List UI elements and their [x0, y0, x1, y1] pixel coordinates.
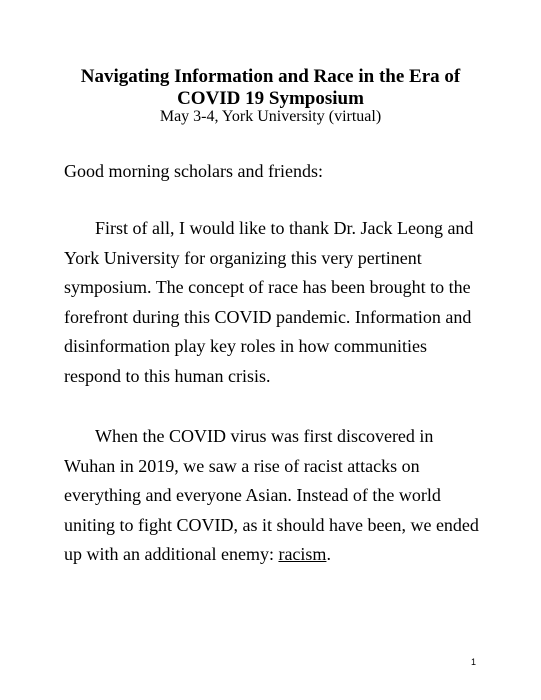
paragraph-2-line: When the COVID virus was first discovered in: [95, 426, 434, 446]
paragraph-1-line: disinformation play key roles in how communities: [64, 336, 427, 356]
paragraph-1-line: First of all, I would like to thank Dr. Jack Leong and: [95, 218, 474, 238]
document-subtitle: May 3-4, York University (virtual): [159, 108, 382, 125]
paragraph-2-line: uniting to fight COVID, as it should have been, we ended: [64, 514, 479, 535]
paragraph-2-line: Wuhan in 2019, we saw a rise of racist attacks on: [64, 455, 420, 476]
document-title-line-2: COVID 19 Symposium: [177, 88, 364, 109]
paragraph-2-line: everything and everyone Asian. Instead of the world: [64, 485, 441, 505]
paragraph-2-last-prefix: up with an additional enemy:: [64, 544, 279, 564]
paragraph-1-line: respond to this human crisis.: [64, 365, 271, 386]
paragraph-1: [64, 214, 484, 391]
greeting: Good morning scholars and friends:: [64, 161, 323, 181]
racism-underlined-word: racism: [278, 544, 327, 564]
paragraph-2-last-line: [64, 540, 484, 570]
paragraph-2-last-suffix: .: [326, 544, 331, 564]
paragraph-2: [64, 422, 484, 570]
page-number: 1: [471, 657, 477, 667]
paragraph-1-line: York University for organizing this very pertinent: [64, 247, 422, 268]
paragraph-1-line: forefront during this COVID pandemic. Information and: [64, 306, 472, 327]
document-title-line-1: Navigating Information and Race in the Era of: [80, 66, 461, 87]
paragraph-1-line: symposium. The concept of race has been brought to the: [64, 277, 471, 297]
